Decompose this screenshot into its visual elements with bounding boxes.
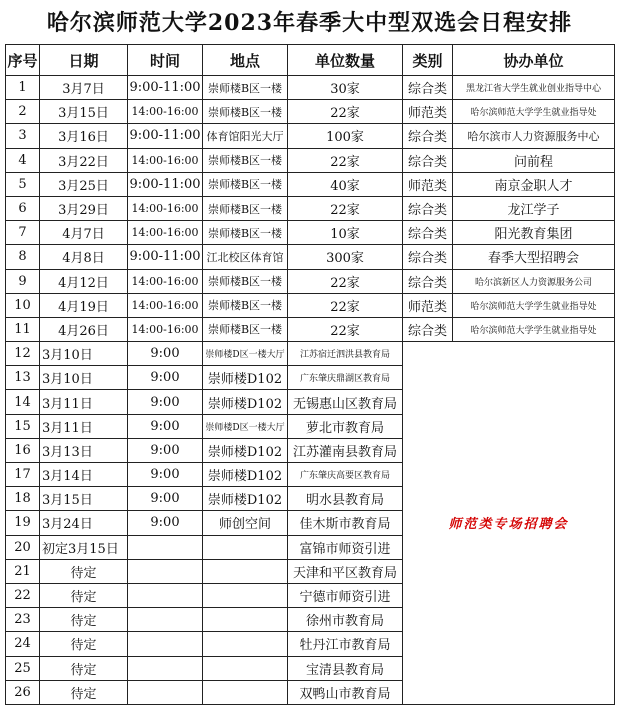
cell-place (203, 680, 288, 704)
cell-time: 14:00-16:00 (128, 269, 203, 293)
cell-time: 9:00-11:00 (128, 172, 203, 196)
cell-date: 初定3月15日 (40, 535, 128, 559)
cell-no: 2 (6, 100, 40, 124)
cell-date: 待定 (40, 608, 128, 632)
cell-date: 4月26日 (40, 317, 128, 341)
cell-place (203, 559, 288, 583)
header-time: 时间 (128, 45, 203, 76)
cell-date: 待定 (40, 559, 128, 583)
cell-type: 综合类 (403, 76, 453, 100)
cell-unit: 宝清县教育局 (288, 656, 403, 680)
cell-no: 11 (6, 317, 40, 341)
cell-date: 4月12日 (40, 269, 128, 293)
cell-no: 4 (6, 148, 40, 172)
cell-no: 9 (6, 269, 40, 293)
cell-unit: 牡丹江市教育局 (288, 632, 403, 656)
cell-unit: 徐州市教育局 (288, 608, 403, 632)
cell-org: 哈尔滨师范大学学生就业指导处 (453, 317, 615, 341)
cell-no: 15 (6, 414, 40, 438)
cell-time: 9:00 (128, 414, 203, 438)
cell-place (203, 583, 288, 607)
schedule-table (5, 44, 615, 705)
cell-unit: 天津和平区教育局 (288, 559, 403, 583)
table-row (6, 245, 615, 269)
cell-time: 9:00 (128, 438, 203, 462)
cell-date: 4月8日 (40, 245, 128, 269)
cell-place: 崇师楼B区一楼 (203, 100, 288, 124)
cell-org: 龙江学子 (453, 196, 615, 220)
cell-date: 3月24日 (40, 511, 128, 535)
cell-time: 9:00 (128, 390, 203, 414)
cell-place (203, 608, 288, 632)
cell-no: 23 (6, 608, 40, 632)
cell-date: 4月19日 (40, 293, 128, 317)
special-recruitment-label: 师范类专场招聘会 (403, 342, 615, 705)
table-row (6, 221, 615, 245)
cell-time: 9:00 (128, 342, 203, 366)
header-org: 协办单位 (453, 45, 615, 76)
cell-org: 问前程 (453, 148, 615, 172)
cell-time: 9:00-11:00 (128, 76, 203, 100)
table-row (6, 76, 615, 100)
cell-unit: 明水县教育局 (288, 487, 403, 511)
cell-org: 春季大型招聘会 (453, 245, 615, 269)
cell-date: 3月16日 (40, 124, 128, 148)
cell-place: 崇师楼D102 (203, 463, 288, 487)
cell-date: 3月10日 (40, 366, 128, 390)
cell-time (128, 583, 203, 607)
cell-time (128, 535, 203, 559)
table-row (6, 148, 615, 172)
cell-unit: 江苏宿迁泗洪县教育局 (288, 342, 403, 366)
cell-no: 6 (6, 196, 40, 220)
cell-date: 待定 (40, 656, 128, 680)
cell-unit: 广东肇庆高要区教育局 (288, 463, 403, 487)
cell-count: 40家 (288, 172, 403, 196)
cell-unit: 宁德市师资引进 (288, 583, 403, 607)
cell-place: 崇师楼D102 (203, 366, 288, 390)
cell-date: 待定 (40, 632, 128, 656)
cell-type: 综合类 (403, 196, 453, 220)
cell-no: 21 (6, 559, 40, 583)
cell-type: 师范类 (403, 100, 453, 124)
cell-time (128, 608, 203, 632)
cell-unit: 广东肇庆鼎湖区教育局 (288, 366, 403, 390)
cell-org: 阳光教育集团 (453, 221, 615, 245)
table-row (6, 172, 615, 196)
cell-time: 9:00-11:00 (128, 245, 203, 269)
cell-no: 8 (6, 245, 40, 269)
cell-count: 10家 (288, 221, 403, 245)
cell-no: 22 (6, 583, 40, 607)
cell-place: 崇师楼D102 (203, 487, 288, 511)
cell-place: 崇师楼B区一楼 (203, 221, 288, 245)
table-row (6, 342, 615, 366)
cell-org: 哈尔滨市人力资源服务中心 (453, 124, 615, 148)
cell-type: 综合类 (403, 317, 453, 341)
cell-no: 25 (6, 656, 40, 680)
cell-no: 18 (6, 487, 40, 511)
cell-count: 22家 (288, 196, 403, 220)
cell-no: 7 (6, 221, 40, 245)
cell-place: 崇师楼D102 (203, 390, 288, 414)
cell-date: 3月7日 (40, 76, 128, 100)
table-row (6, 317, 615, 341)
cell-no: 13 (6, 366, 40, 390)
header-count: 单位数量 (288, 45, 403, 76)
cell-time (128, 632, 203, 656)
table-row (6, 100, 615, 124)
cell-no: 3 (6, 124, 40, 148)
cell-no: 17 (6, 463, 40, 487)
cell-time: 14:00-16:00 (128, 100, 203, 124)
table-row (6, 293, 615, 317)
cell-type: 师范类 (403, 293, 453, 317)
cell-count: 22家 (288, 148, 403, 172)
cell-count: 300家 (288, 245, 403, 269)
cell-place: 崇师楼D区一楼大厅 (203, 414, 288, 438)
cell-place: 崇师楼D区一楼大厅 (203, 342, 288, 366)
table-row (6, 196, 615, 220)
cell-org: 哈尔滨师范大学学生就业指导处 (453, 293, 615, 317)
cell-date: 待定 (40, 583, 128, 607)
cell-place: 江北校区体育馆 (203, 245, 288, 269)
cell-place (203, 535, 288, 559)
table-row (6, 269, 615, 293)
cell-time: 14:00-16:00 (128, 221, 203, 245)
cell-date: 3月15日 (40, 487, 128, 511)
cell-count: 30家 (288, 76, 403, 100)
cell-place: 崇师楼D102 (203, 438, 288, 462)
cell-no: 1 (6, 76, 40, 100)
cell-date: 3月13日 (40, 438, 128, 462)
cell-count: 22家 (288, 100, 403, 124)
cell-date: 3月11日 (40, 390, 128, 414)
cell-date: 3月14日 (40, 463, 128, 487)
cell-no: 20 (6, 535, 40, 559)
cell-time (128, 680, 203, 704)
cell-date: 3月11日 (40, 414, 128, 438)
cell-place: 崇师楼B区一楼 (203, 76, 288, 100)
cell-no: 5 (6, 172, 40, 196)
cell-type: 综合类 (403, 148, 453, 172)
cell-unit: 江苏灌南县教育局 (288, 438, 403, 462)
cell-unit: 萝北市教育局 (288, 414, 403, 438)
cell-time: 14:00-16:00 (128, 196, 203, 220)
cell-place (203, 656, 288, 680)
cell-no: 26 (6, 680, 40, 704)
cell-type: 综合类 (403, 221, 453, 245)
cell-time: 9:00 (128, 487, 203, 511)
cell-count: 100家 (288, 124, 403, 148)
cell-type: 师范类 (403, 172, 453, 196)
cell-no: 24 (6, 632, 40, 656)
cell-type: 综合类 (403, 245, 453, 269)
cell-time: 14:00-16:00 (128, 293, 203, 317)
cell-date: 3月22日 (40, 148, 128, 172)
table-row (6, 124, 615, 148)
cell-time: 14:00-16:00 (128, 317, 203, 341)
cell-date: 3月29日 (40, 196, 128, 220)
cell-count: 22家 (288, 269, 403, 293)
cell-time: 9:00-11:00 (128, 124, 203, 148)
cell-count: 22家 (288, 293, 403, 317)
page-title: 哈尔滨师范大学2023年春季大中型双选会日程安排 (46, 10, 573, 36)
cell-date: 3月10日 (40, 342, 128, 366)
cell-no: 16 (6, 438, 40, 462)
cell-date: 待定 (40, 680, 128, 704)
cell-place: 崇师楼B区一楼 (203, 317, 288, 341)
cell-type: 综合类 (403, 269, 453, 293)
cell-no: 14 (6, 390, 40, 414)
header-place: 地点 (203, 45, 288, 76)
cell-time: 9:00 (128, 366, 203, 390)
cell-date: 3月25日 (40, 172, 128, 196)
cell-count: 22家 (288, 317, 403, 341)
cell-no: 10 (6, 293, 40, 317)
cell-place: 崇师楼B区一楼 (203, 269, 288, 293)
cell-place: 体育馆阳光大厅 (203, 124, 288, 148)
header-no: 序号 (6, 45, 40, 76)
cell-org: 南京金职人才 (453, 172, 615, 196)
cell-unit: 双鸭山市教育局 (288, 680, 403, 704)
cell-date: 4月7日 (40, 221, 128, 245)
cell-unit: 无锡惠山区教育局 (288, 390, 403, 414)
cell-place: 崇师楼B区一楼 (203, 293, 288, 317)
cell-org: 哈尔滨新区人力资源服务公司 (453, 269, 615, 293)
cell-unit: 富锦市师资引进 (288, 535, 403, 559)
header-type: 类别 (403, 45, 453, 76)
cell-time (128, 656, 203, 680)
cell-date: 3月15日 (40, 100, 128, 124)
cell-place: 崇师楼B区一楼 (203, 196, 288, 220)
cell-unit: 佳木斯市教育局 (288, 511, 403, 535)
cell-time: 9:00 (128, 463, 203, 487)
cell-time (128, 559, 203, 583)
cell-org: 哈尔滨师范大学学生就业指导处 (453, 100, 615, 124)
cell-type: 综合类 (403, 124, 453, 148)
header-row (6, 45, 615, 76)
cell-place: 崇师楼B区一楼 (203, 172, 288, 196)
cell-time: 9:00 (128, 511, 203, 535)
cell-place: 师创空间 (203, 511, 288, 535)
cell-place: 崇师楼B区一楼 (203, 148, 288, 172)
cell-place (203, 632, 288, 656)
cell-no: 12 (6, 342, 40, 366)
cell-time: 14:00-16:00 (128, 148, 203, 172)
cell-no: 19 (6, 511, 40, 535)
header-date: 日期 (40, 45, 128, 76)
cell-org: 黑龙江省大学生就业创业指导中心 (453, 76, 615, 100)
